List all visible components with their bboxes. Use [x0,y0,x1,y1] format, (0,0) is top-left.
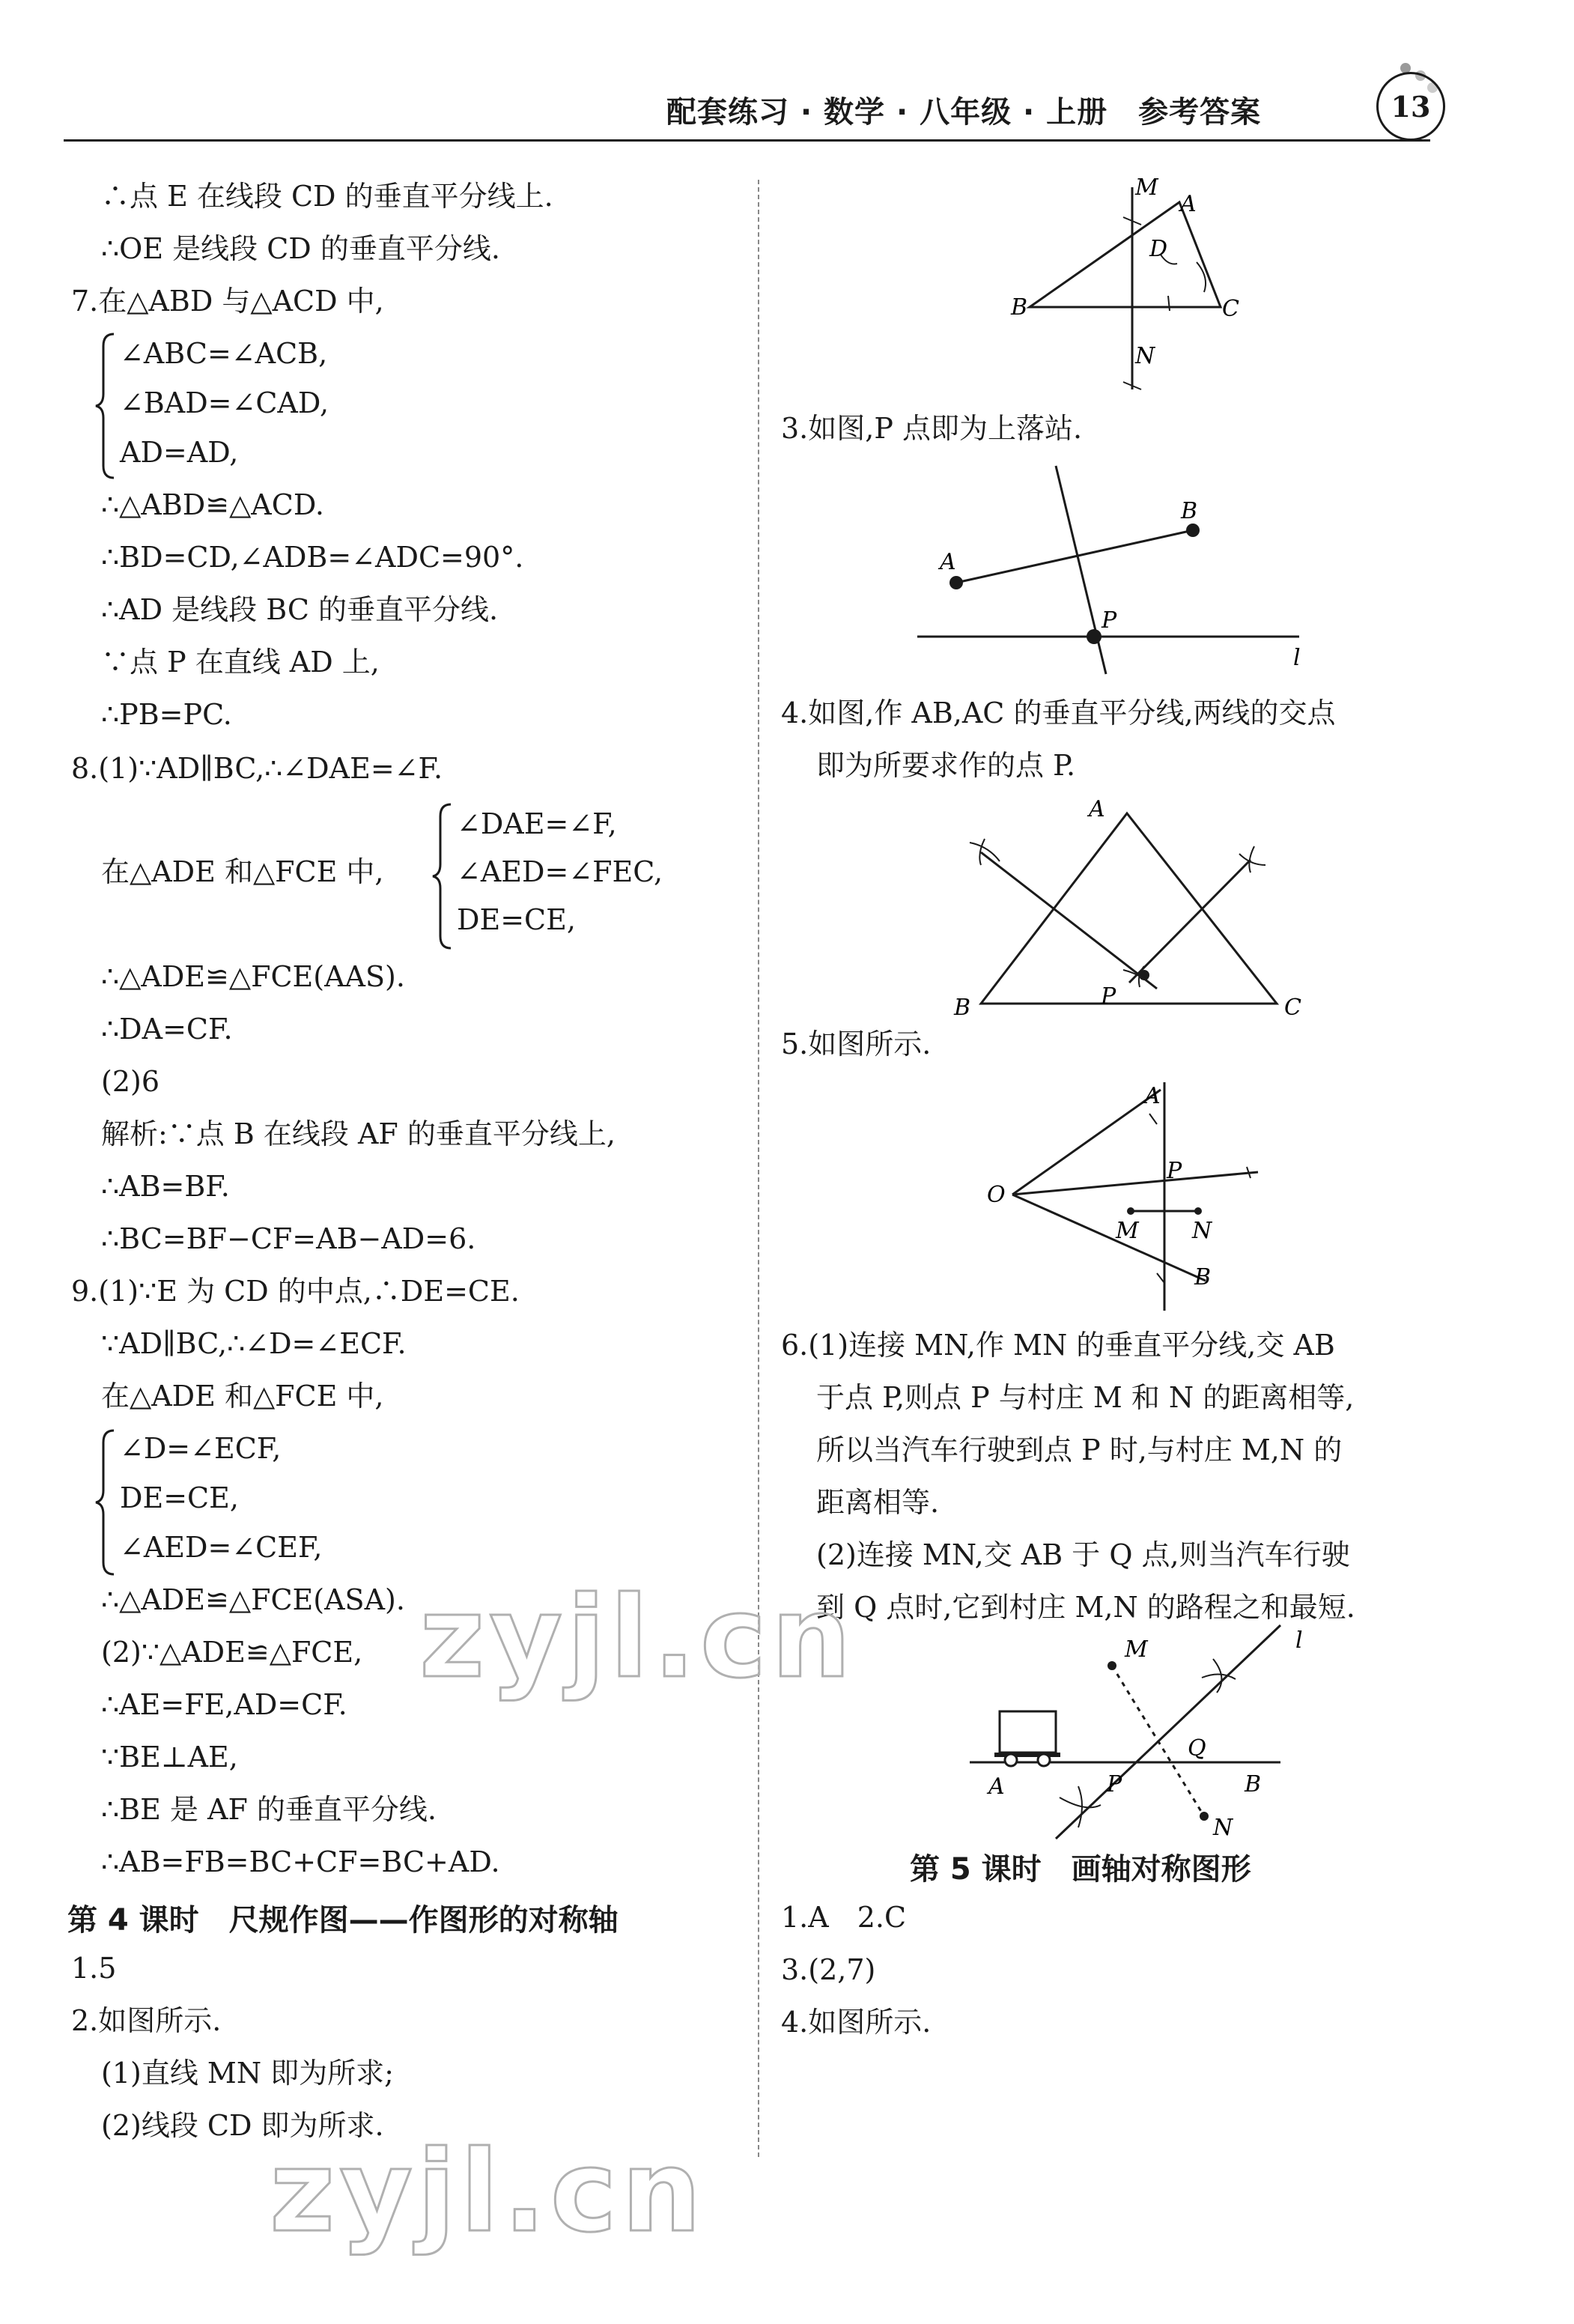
fig1-label: B [1011,294,1028,321]
text-line: ∴DA=CF. [101,1013,233,1046]
text-line: ∠DAE=∠F, [457,807,617,840]
text-line: ∴AE=FE,AD=CF. [101,1688,347,1721]
text-line: 1.A 2.C [781,1901,907,1934]
fig2-label: B [1181,498,1198,524]
text-line: (1)直线 MN 即为所求; [101,2057,394,2090]
figure-perpendicular-bisectors [944,786,1318,1026]
fig4-label: O [987,1182,1006,1208]
fig4-label: B [1194,1264,1212,1290]
figure-villages [966,1618,1310,1857]
text-line: DE=CE, [457,903,576,936]
text-line: 解析:∵点 B 在线段 AF 的垂直平分线上, [101,1117,616,1150]
text-line: ∠D=∠ECF, [120,1432,282,1465]
text-line: (2)连接 MN,交 AB 于 Q 点,则当汽车行驶 [816,1538,1350,1571]
text-line: ∵点 P 在直线 AD 上, [101,646,380,679]
header-rule [64,139,1430,142]
text-line: 9.(1)∵E 为 CD 的中点,∴DE=CE. [71,1275,520,1308]
text-line: 距离相等. [816,1486,940,1519]
text-line: ∠AED=∠CEF, [120,1531,323,1564]
text-line: (2)线段 CD 即为所求. [101,2109,384,2142]
text-line: ∴点 E 在线段 CD 的垂直平分线上. [101,180,553,213]
text-line: 8.(1)∵AD∥BC,∴∠DAE=∠F. [71,752,443,785]
fig5-label: A [988,1774,1005,1800]
text-line: DE=CE, [120,1481,239,1514]
fig5-label: B [1245,1771,1262,1797]
fig4-label: P [1167,1158,1182,1184]
section-title: 第 5 课时 画轴对称图形 [910,1852,1251,1887]
section-title: 第 4 课时 尺规作图——作图形的对称轴 [67,1903,619,1938]
text-line: (2)6 [101,1065,160,1098]
text-line: 即为所要求作的点 P. [816,749,1076,782]
text-line: (2)∵△ADE≌△FCE, [101,1636,363,1669]
figure-station [910,457,1337,682]
text-line: ∠ABC=∠ACB, [120,337,328,370]
text-line: 2.如图所示. [71,2004,222,2037]
fig5-label: M [1125,1636,1148,1663]
fig5-label: N [1213,1815,1233,1841]
column-divider [758,180,759,2157]
fig4-label: N [1192,1218,1212,1244]
fig3-label: P [1101,983,1116,1010]
brace-icon [94,1428,117,1577]
fig5-label: P [1107,1771,1122,1797]
figure-triangle-perpendicular [1003,172,1258,404]
text-line: 3.(2,7) [781,1953,876,1986]
fig4-label: A [1144,1083,1161,1109]
text-line: 1.5 [71,1952,117,1985]
fig1-label: A [1180,191,1197,217]
text-line: 于点 P,则点 P 与村庄 M 和 N 的距离相等, [816,1381,1355,1414]
text-line: ∴PB=PC. [101,698,232,731]
fig3-label: B [954,995,971,1021]
text-line: 4.如图,作 AB,AC 的垂直平分线,两线的交点 [781,697,1336,729]
page-number: 13 [1376,72,1445,141]
fig5-label: Q [1188,1735,1206,1762]
fig3-label: C [1284,995,1301,1021]
fig3-label: A [1089,796,1105,822]
text-line: ∴△ADE≌△FCE(AAS). [101,960,405,993]
fig4-label: M [1116,1218,1139,1244]
text-line: ∴AB=BF. [101,1170,230,1203]
text-line: 3.如图,P 点即为上落站. [781,412,1083,445]
text-line: 4.如图所示. [781,2006,932,2039]
text-line: ∴BC=BF−CF=AB−AD=6. [101,1222,476,1255]
text-line: ∴AB=FB=BC+CF=BC+AD. [101,1845,500,1878]
fig5-label: l [1295,1627,1303,1654]
text-line: ∴△ADE≌△FCE(ASA). [101,1583,405,1616]
text-line: ∵BE⊥AE, [101,1741,238,1774]
watermark: zyjl.cn [270,2127,706,2257]
text-line: 在△ADE 和△FCE 中, [101,855,384,888]
text-line: 7.在△ABD 与△ACD 中, [71,285,384,318]
text-line: 6.(1)连接 MN,作 MN 的垂直平分线,交 AB [781,1329,1335,1362]
text-line: 所以当汽车行驶到点 P 时,与村庄 M,N 的 [816,1433,1343,1466]
text-line: ∠BAD=∠CAD, [120,386,329,419]
text-line: ∴OE 是线段 CD 的垂直平分线. [101,232,500,265]
text-line: AD=AD, [120,436,239,469]
fig1-label: N [1135,343,1155,369]
text-line: ∴△ABD≌△ACD. [101,488,325,521]
fig1-label: D [1149,236,1168,262]
figure-angle-bisector [973,1067,1288,1314]
brace-icon [431,801,454,951]
fig2-label: P [1102,607,1117,634]
text-line: ∵AD∥BC,∴∠D=∠ECF. [101,1327,407,1360]
text-line: ∠AED=∠FEC, [457,855,663,888]
fig2-label: l [1293,645,1301,671]
fig2-label: A [940,549,956,575]
fig1-label: M [1135,175,1158,201]
text-line: 在△ADE 和△FCE 中, [101,1380,384,1413]
fig1-label: C [1222,296,1239,322]
text-line: ∴BE 是 AF 的垂直平分线. [101,1793,437,1826]
watermark: zyjl.cn [419,1573,856,1703]
text-line: ∴BD=CD,∠ADB=∠ADC=90°. [101,541,524,574]
header-title: 配套练习 · 数学 · 八年级 · 上册 参考答案 [666,95,1262,130]
text-line: 到 Q 点时,它到村庄 M,N 的路程之和最短. [816,1591,1355,1624]
brace-icon [94,331,117,481]
text-line: 5.如图所示. [781,1028,932,1061]
text-line: ∴AD 是线段 BC 的垂直平分线. [101,593,499,626]
